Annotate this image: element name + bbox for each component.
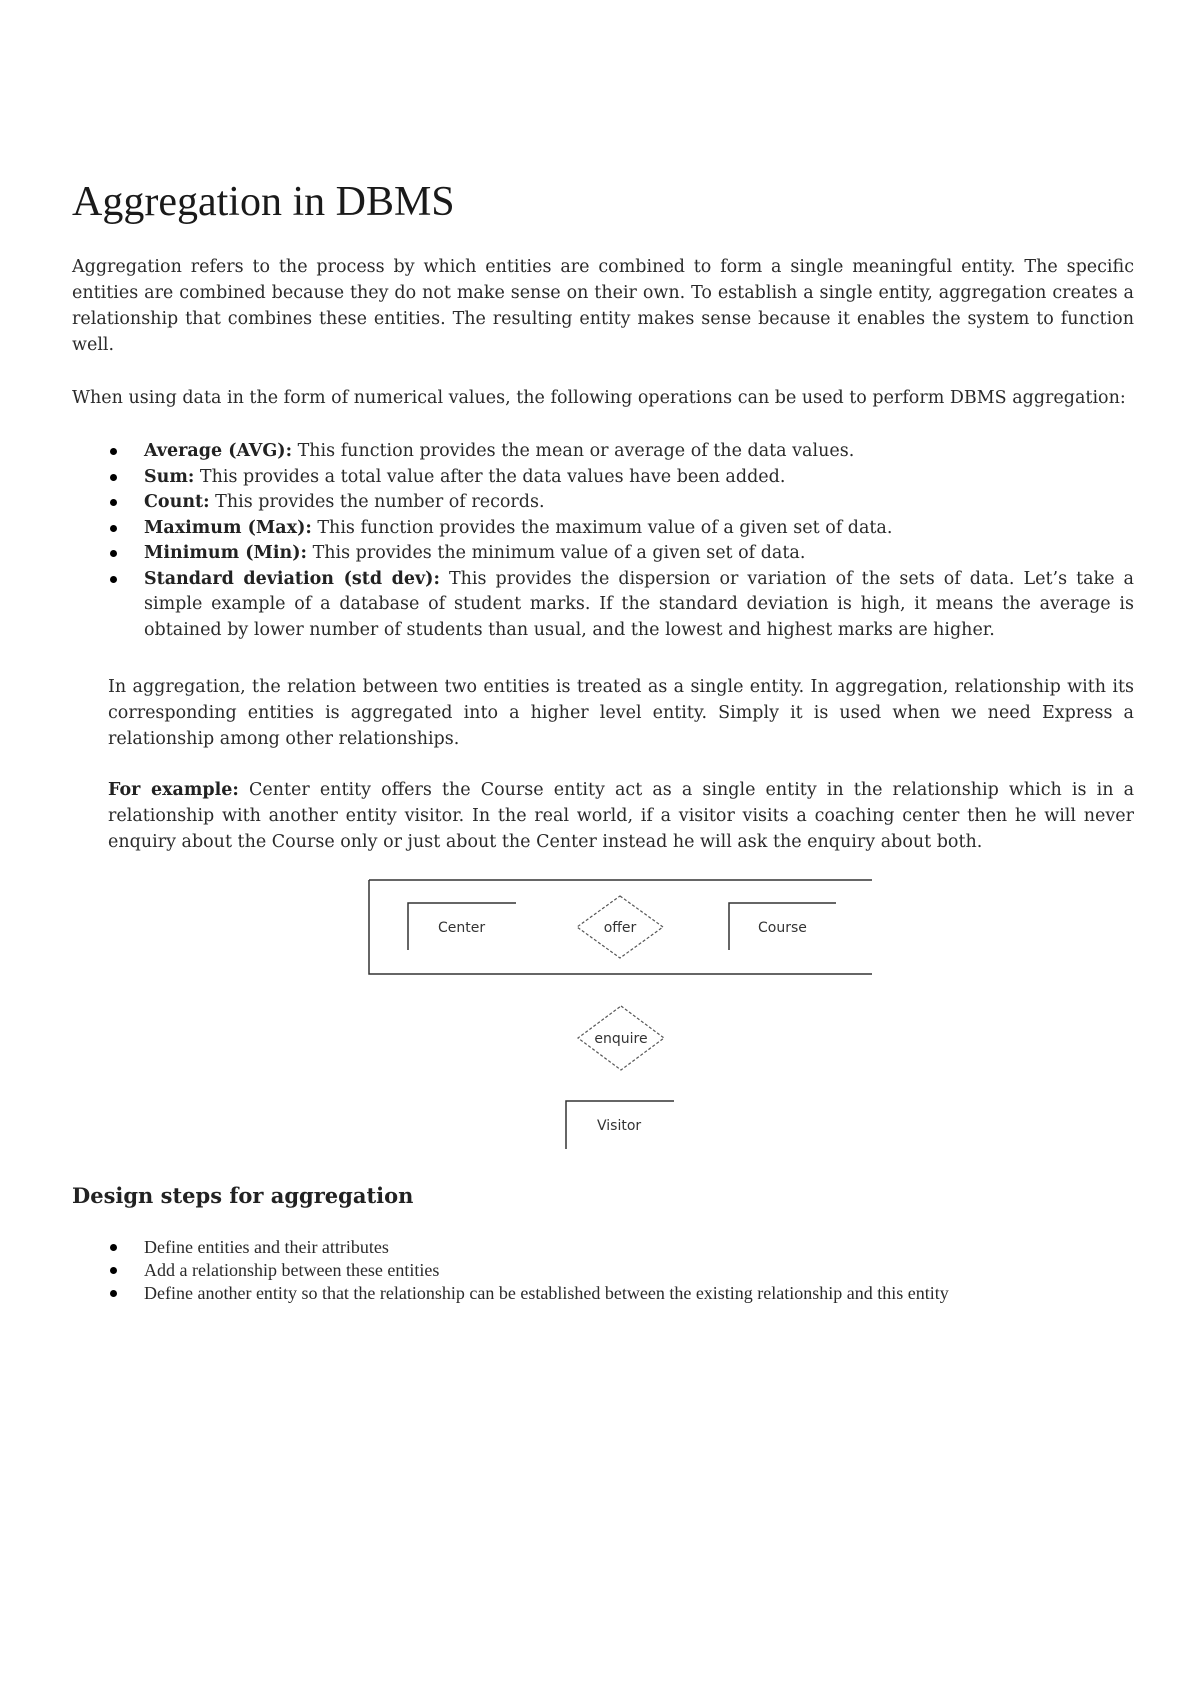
operations-intro: When using data in the form of numerical values, the following operations can be used to perform DBMS aggregation:: [72, 388, 1126, 408]
operation-desc: This function provides the maximum value of a given set of data.: [311, 517, 893, 538]
enquire-relationship-label: enquire: [594, 1031, 648, 1047]
relation-paragraph: In aggregation, the relation between two entities is treated as a single entity. In aggregation, relationship with its corresponding entities is aggregated into a higher level entity. Simply it is used when we need Express a relationship among other relationships.: [108, 677, 1134, 749]
design-steps-list: [72, 1236, 1134, 1305]
list-item: Add a relationship between these entities: [72, 1259, 1134, 1282]
operation-term: Minimum (Min):: [144, 543, 308, 563]
operation-term: Sum:: [144, 466, 195, 487]
operation-term: Count:: [144, 492, 210, 512]
offer-relationship-label: offer: [603, 920, 637, 936]
operation-desc: This provides a total value after the data values have been added.: [194, 466, 786, 487]
operation-term: Average (AVG):: [144, 441, 293, 461]
operation-term: Standard deviation (std dev):: [144, 568, 440, 589]
page-title: Aggregation in DBMS: [72, 179, 455, 225]
intro-paragraph: Aggregation refers to the process by which entities are combined to form a single meaningful entity. The specific entities are combined because they do not make sense on their own. To establish a single entity, aggregation creates a relationship that combines these entities. The resulting entity makes sense because it enables the system to function well.: [72, 257, 1134, 355]
operation-desc: This provides the number of records.: [209, 492, 545, 512]
example-text: Center entity offers the Course entity act as a single entity in the relationship which is in a relationship with another entity visitor. In the real world, if a visitor visits a coaching center then he will never enquiry about the Course only or just about the Center instead he will ask the enquiry about both.: [108, 780, 1135, 852]
center-entity-label: Center: [438, 920, 486, 936]
operation-desc: This provides the minimum value of a given set of data.: [307, 543, 806, 563]
list-item: Define another entity so that the relationship can be established between the existing relationship and this entity: [72, 1282, 1134, 1305]
example-label: For example:: [108, 780, 239, 800]
operation-desc: This function provides the mean or average of the data values.: [292, 441, 855, 461]
visitor-entity-label: Visitor: [597, 1118, 642, 1134]
operation-desc: This provides the dispersion or variation of the sets of data. Let’s take a simple example of a database of student marks. If the standard deviation is high, it means the average is obtained by lower number of students than usual, and the lowest and highest marks are higher.: [144, 568, 1134, 640]
course-entity-label: Course: [758, 920, 807, 936]
list-item: Define entities and their attributes: [72, 1236, 1134, 1259]
operation-term: Maximum (Max):: [144, 517, 312, 538]
design-steps-heading: Design steps for aggregation: [72, 1183, 414, 1208]
